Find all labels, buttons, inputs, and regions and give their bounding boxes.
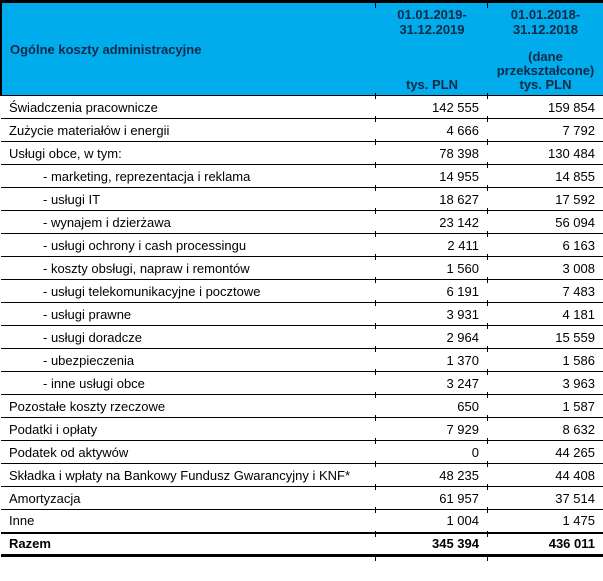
value-2019: 61 957 (376, 487, 488, 510)
row-label: - inne usługi obce (1, 372, 376, 395)
value-2019: 78 398 (376, 142, 488, 165)
row-label: Inne (1, 510, 376, 533)
row-label: - usługi IT (1, 188, 376, 211)
table-row (1, 349, 603, 372)
period-2019-line1: 01.01.2019- (397, 7, 467, 22)
value-2019: 1 370 (376, 349, 488, 372)
period-2019-line2: 31.12.2019 (399, 22, 465, 37)
value-2018: 436 011 (488, 533, 603, 556)
value-2019: 2 964 (376, 326, 488, 349)
value-2019: 345 394 (376, 533, 488, 556)
value-2019: 7 929 (376, 418, 488, 441)
unit-2018-block (490, 50, 601, 92)
row-label: Pozostałe koszty rzeczowe (1, 395, 376, 418)
value-2018: 44 265 (488, 441, 603, 464)
column-header-2019 (376, 2, 488, 96)
row-label: - usługi telekomunikacyjne i pocztowe (1, 280, 376, 303)
table-row (1, 142, 603, 165)
value-2018: 56 094 (488, 211, 603, 234)
period-2018-line2: 31.12.2018 (512, 22, 579, 37)
row-label: Podatek od aktywów (1, 441, 376, 464)
period-2019 (397, 7, 466, 37)
table-title: Ogólne koszty administracyjne (10, 41, 202, 57)
value-2018: 3 008 (488, 257, 603, 280)
table-row (1, 188, 603, 211)
table-row (1, 418, 603, 441)
value-2019: 142 555 (376, 96, 488, 119)
row-label: Razem (1, 533, 376, 556)
value-2019: 18 627 (376, 188, 488, 211)
value-2018: 37 514 (488, 487, 603, 510)
table-row (1, 211, 603, 234)
value-2018: 17 592 (488, 188, 603, 211)
value-2019: 3 247 (376, 372, 488, 395)
row-label: - marketing, reprezentacja i reklama (1, 165, 376, 188)
value-2018: 1 475 (488, 510, 603, 533)
value-2019: 4 666 (376, 119, 488, 142)
value-2019: 48 235 (376, 464, 488, 487)
table-row (1, 533, 603, 556)
value-2018: 8 632 (488, 418, 603, 441)
row-label: Zużycie materiałów i energii (1, 119, 376, 142)
table-row (1, 464, 603, 487)
row-label: Podatki i opłaty (1, 418, 376, 441)
value-2018: 3 963 (488, 372, 603, 395)
table-row (1, 395, 603, 418)
table-row (1, 119, 603, 142)
table-row (1, 234, 603, 257)
table-row (1, 487, 603, 510)
table-row (1, 510, 603, 533)
value-2018: 44 408 (488, 464, 603, 487)
period-2018 (511, 7, 580, 37)
value-2018: 6 163 (488, 234, 603, 257)
row-label: - usługi prawne (1, 303, 376, 326)
value-2018: 1 587 (488, 395, 603, 418)
row-label: - usługi ochrony i cash processingu (1, 234, 376, 257)
table-row (1, 372, 603, 395)
value-2019: 0 (376, 441, 488, 464)
restated-note: (dane przekształcone) (496, 49, 595, 78)
value-2018: 15 559 (488, 326, 603, 349)
unit-2018: tys. PLN (519, 77, 572, 92)
row-label: Składka i wpłaty na Bankowy Fundusz Gwarancyjny i KNF* (1, 464, 376, 487)
table-row (1, 441, 603, 464)
row-label: - ubezpieczenia (1, 349, 376, 372)
row-label: - koszty obsługi, napraw i remontów (1, 257, 376, 280)
table-row (1, 303, 603, 326)
header-row (1, 2, 603, 96)
row-label: - wynajem i dzierżawa (1, 211, 376, 234)
value-2018: 159 854 (488, 96, 603, 119)
value-2019: 1 004 (376, 510, 488, 533)
table-row (1, 165, 603, 188)
table-row (1, 257, 603, 280)
column-header-2018 (488, 2, 603, 96)
period-2018-line1: 01.01.2018- (510, 7, 581, 22)
value-2019: 650 (376, 395, 488, 418)
value-2019: 6 191 (376, 280, 488, 303)
row-label: Amortyzacja (1, 487, 376, 510)
value-2018: 7 483 (488, 280, 603, 303)
value-2019: 2 411 (376, 234, 488, 257)
table-header (1, 2, 603, 96)
table-title-cell (1, 2, 376, 96)
value-2018: 130 484 (488, 142, 603, 165)
table-body (1, 96, 603, 556)
row-label: Świadczenia pracownicze (1, 96, 376, 119)
row-label: - usługi doradcze (1, 326, 376, 349)
table-row (1, 96, 603, 119)
value-2018: 7 792 (488, 119, 603, 142)
value-2019: 3 931 (376, 303, 488, 326)
row-label: Usługi obce, w tym: (1, 142, 376, 165)
value-2018: 14 855 (488, 165, 603, 188)
unit-2019: tys. PLN (405, 77, 458, 92)
value-2019: 1 560 (376, 257, 488, 280)
table-row (1, 326, 603, 349)
table-row (1, 280, 603, 303)
value-2019: 14 955 (376, 165, 488, 188)
value-2018: 4 181 (488, 303, 603, 326)
value-2018: 1 586 (488, 349, 603, 372)
value-2019: 23 142 (376, 211, 488, 234)
